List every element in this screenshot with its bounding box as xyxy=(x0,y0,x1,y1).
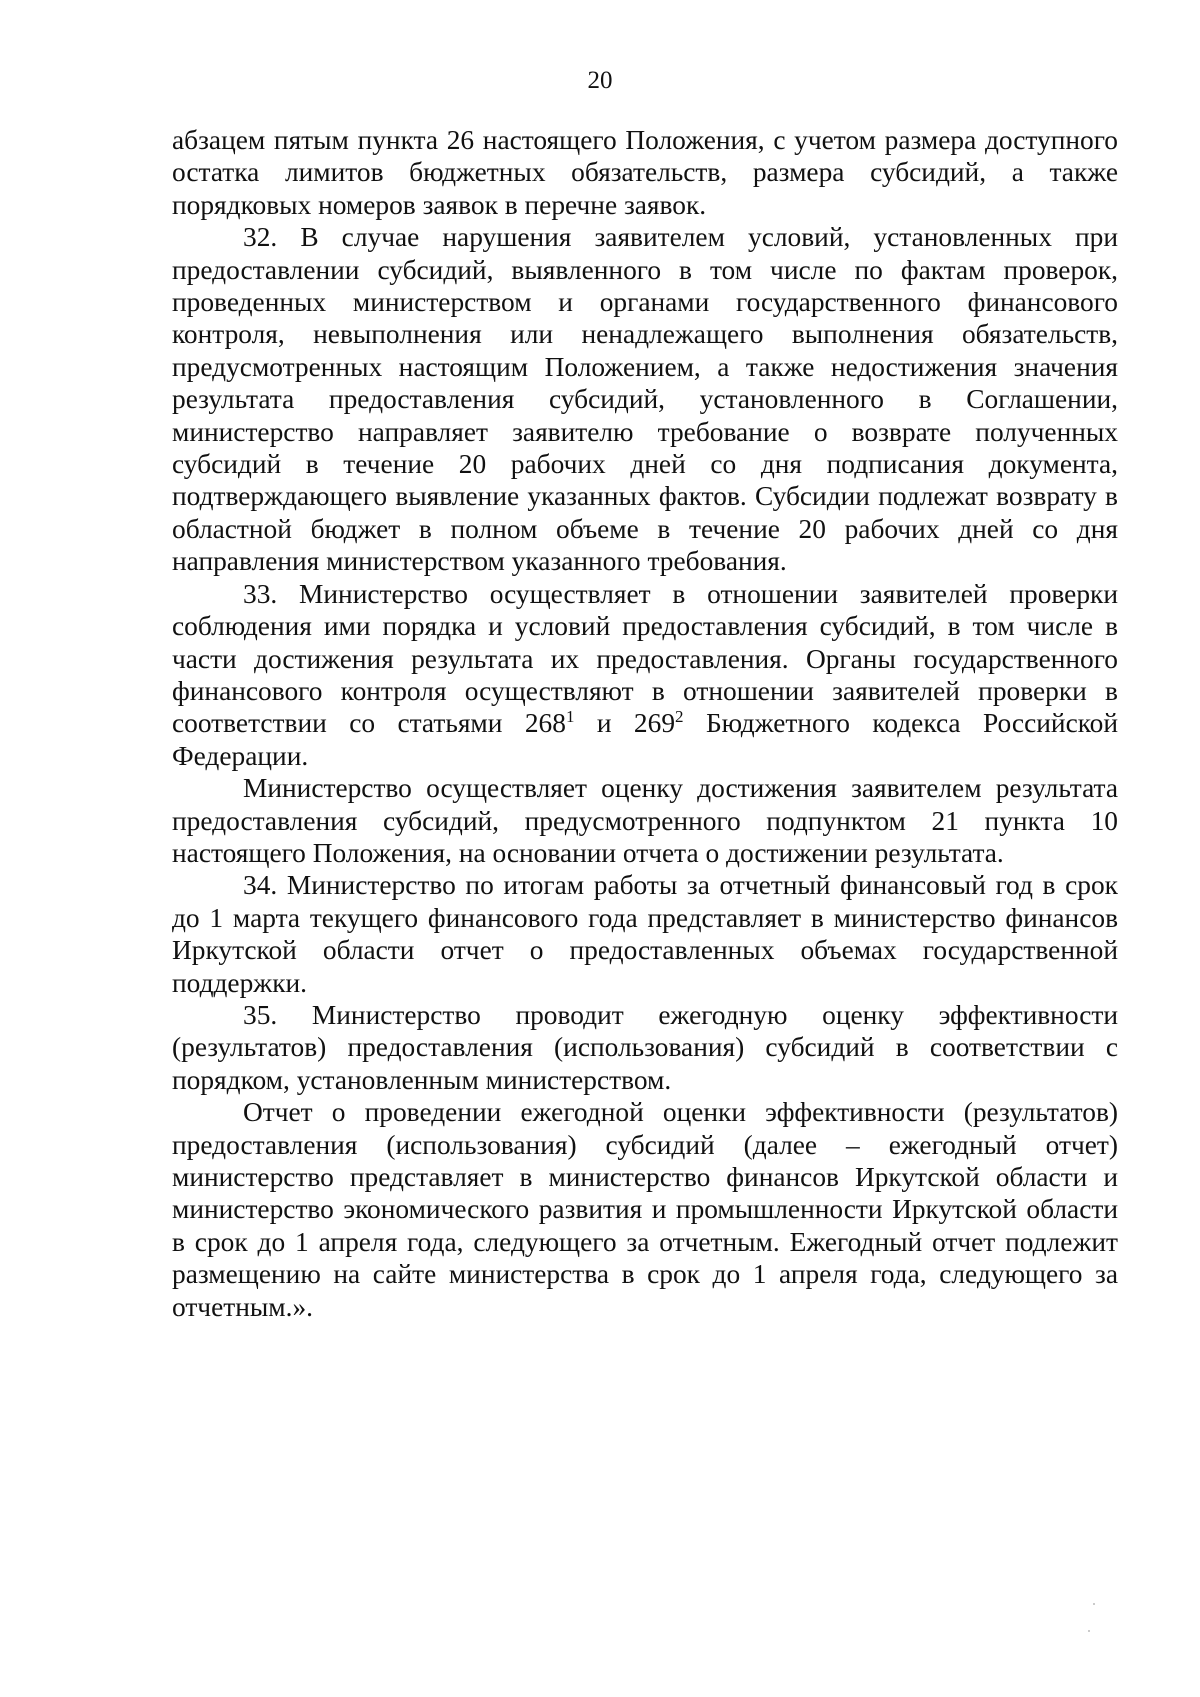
scan-speck xyxy=(1093,1603,1095,1605)
page-number: 20 xyxy=(587,67,613,94)
paragraph-item-33-text: 33. Министерство осуществляет в отношении заявителей проверки соблюдения ими порядка и условий предоставления субсидий, в том числе в части достижения результата их предоставления. Органы государственного финансового контроля осуществляют в отношении заявителей проверки в соответствии со статьями 268 xyxy=(172,578,1118,739)
scan-speck xyxy=(1088,1630,1090,1632)
paragraph-annual-report: Отчет о проведении ежегодной оценки эффективности (результатов) предоставления (использования) субсидий (далее – ежегодный отчет) министерство представляет в министерство финансов Иркутской области и министерство экономического развития и промышленности Иркутской области в срок до 1 апреля года, следующего за отчетным. Ежегодный отчет подлежит размещению на сайте министерства в срок до 1 апреля года, следующего за отчетным.». xyxy=(172,1097,1118,1322)
paragraph-result-assessment: Министерство осуществляет оценку достижения заявителем результата предоставления субсидий, предусмотренного подпунктом 21 пункта 10 настоящего Положения, на основании отчета о достижении результата. xyxy=(172,773,1118,868)
paragraph-item-34: 34. Министерство по итогам работы за отчетный финансовый год в срок до 1 марта текущего финансового года представляет в министерство финансов Иркутской области отчет о предоставленных объемах государственной поддержки. xyxy=(172,870,1118,998)
paragraph-item-33-middle: и 269 xyxy=(574,708,676,739)
paragraph-item-33-end: Бюджетного кодекса Российской Федерации. xyxy=(172,708,1118,771)
superscript-1: 1 xyxy=(565,707,575,727)
paragraph-item-35: 35. Министерство проводит ежегодную оценку эффективности (результатов) предоставления (использования) субсидий в соответствии с порядком, установленным министерством. xyxy=(172,999,1118,1095)
paragraph-item-32: 32. В случае нарушения заявителем условий, установленных при предоставлении субсидий, выявленного в том числе по фактам проверок, проведенных министерством и органами государственного финансового контроля, невыполнения или ненадлежащего выполнения обязательств, предусмотренных настоящим Положением, а также недостижения значения результата предоставления субсидий, установленного в Соглашении, министерство направляет заявителю требование о возврате полученных субсидий в течение 20 рабочих дней со дня подписания документа, подтверждающего выявление указанных фактов. Субсидии подлежат возврату в областной бюджет в полном объеме в течение 20 рабочих дней со дня направления министерством указанного требования. xyxy=(172,222,1118,577)
paragraph-continuation: абзацем пятым пункта 26 настоящего Положения, с учетом размера доступного остатка лимитов бюджетных обязательств, размера субсидий, а также порядковых номеров заявок в перечне заявок. xyxy=(172,125,1118,220)
document-body xyxy=(172,124,1118,1323)
superscript-2: 2 xyxy=(675,707,684,727)
paragraph-item-33 xyxy=(172,578,1118,772)
